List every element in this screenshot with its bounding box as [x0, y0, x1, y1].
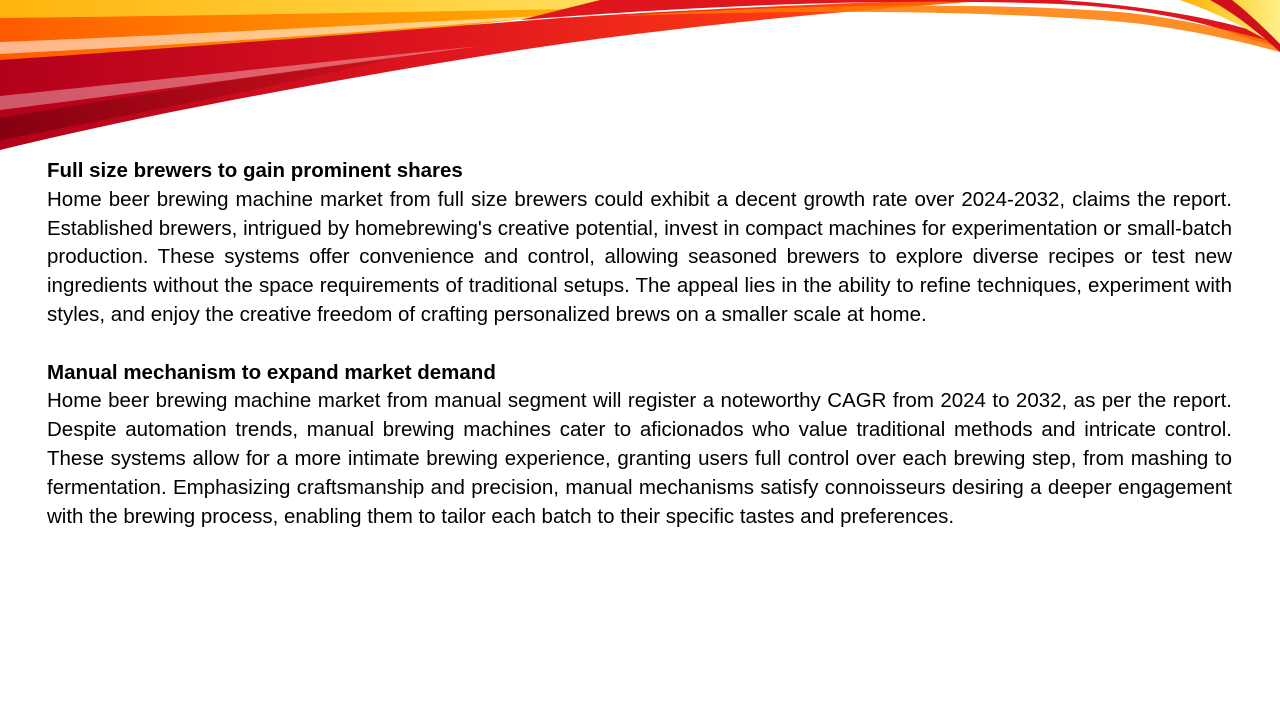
- slide-content: [47, 157, 1232, 531]
- section-paragraph: Home beer brewing machine market from manual segment will register a noteworthy CAGR from 2024 to 2032, as per the report. Despite automation trends, manual brewing machines cater to aficionados who value traditional methods and intricate control. These systems allow for a more intimate brewing experience, granting users full control over each brewing step, from mashing to fermentation. Emphasizing craftsmanship and precision, manual mechanisms satisfy connoisseurs desiring a deeper engagement with the brewing process, enabling them to tailor each batch to their specific tastes and preferences.: [47, 389, 1232, 528]
- section-heading: Manual mechanism to expand market demand: [47, 360, 496, 384]
- section-paragraph: Home beer brewing machine market from full size brewers could exhibit a decent growth rate over 2024-2032, claims the report. Established brewers, intrigued by homebrewing's creative potential, invest in compact machines for experimentation or small-batch production. These systems offer convenience and control, allowing seasoned brewers to explore diverse recipes or test new ingredients without the space requirements of traditional setups. The appeal lies in the ability to refine techniques, experiment with styles, and enjoy the creative freedom of crafting personalized brews on a smaller scale at home.: [47, 187, 1232, 326]
- section-full-size-brewers: [47, 157, 1232, 330]
- decorative-ribbon-banner: [0, 0, 1280, 160]
- section-manual-mechanism: [47, 359, 1232, 532]
- section-heading: Full size brewers to gain prominent shares: [47, 159, 463, 182]
